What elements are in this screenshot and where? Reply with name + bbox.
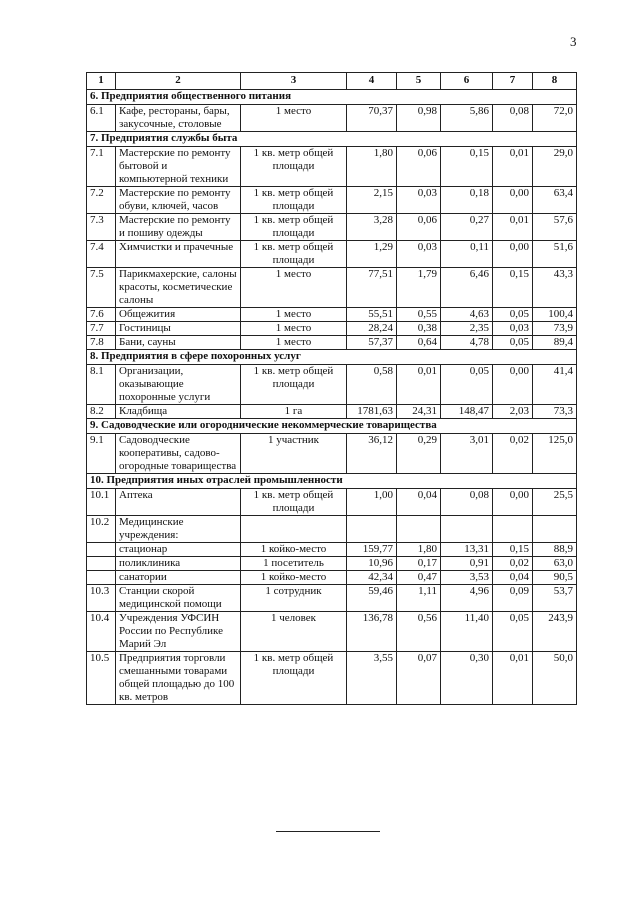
table-row: [87, 405, 577, 419]
row-number-cell: 10.1: [87, 489, 116, 516]
value-cell-8: 25,5: [533, 489, 577, 516]
value-cell-7: 0,01: [493, 214, 533, 241]
value-cell-7: 0,01: [493, 652, 533, 705]
value-cell-6: 4,78: [441, 336, 493, 350]
unit-cell: 1 человек: [241, 612, 347, 652]
unit-cell: 1 место: [241, 105, 347, 132]
value-cell-6: [441, 516, 493, 543]
unit-cell: 1 кв. метр общей площади: [241, 241, 347, 268]
row-number-cell: 8.2: [87, 405, 116, 419]
value-cell-4: 1,80: [347, 147, 397, 187]
header-cell: 8: [533, 73, 577, 90]
enterprise-name-cell: поликлиника: [116, 557, 241, 571]
enterprise-name-cell: Кафе, рестораны, бары, закусочные, столовые: [116, 105, 241, 132]
value-cell-4: 10,96: [347, 557, 397, 571]
value-cell-8: 63,0: [533, 557, 577, 571]
value-cell-4: 55,51: [347, 308, 397, 322]
value-cell-5: 0,98: [397, 105, 441, 132]
value-cell-7: 0,05: [493, 336, 533, 350]
value-cell-8: 43,3: [533, 268, 577, 308]
row-number-cell: 7.4: [87, 241, 116, 268]
header-row: [87, 73, 577, 90]
unit-cell: 1 место: [241, 268, 347, 308]
value-cell-5: 0,17: [397, 557, 441, 571]
unit-cell: 1 кв. метр общей площади: [241, 489, 347, 516]
value-cell-8: 125,0: [533, 434, 577, 474]
value-cell-8: 89,4: [533, 336, 577, 350]
value-cell-6: 0,08: [441, 489, 493, 516]
unit-cell: 1 кв. метр общей площади: [241, 187, 347, 214]
row-number-cell: 7.2: [87, 187, 116, 214]
value-cell-8: 243,9: [533, 612, 577, 652]
row-number-cell: 10.5: [87, 652, 116, 705]
value-cell-7: 0,01: [493, 147, 533, 187]
rates-table: [86, 72, 577, 705]
value-cell-4: 42,34: [347, 571, 397, 585]
section-title: 9. Садоводческие или огороднические некоммерческие товарищества: [87, 419, 577, 434]
table-row: [87, 489, 577, 516]
value-cell-4: 57,37: [347, 336, 397, 350]
value-cell-5: 0,06: [397, 214, 441, 241]
value-cell-7: 0,15: [493, 543, 533, 557]
section-row: [87, 474, 577, 489]
section-title: 7. Предприятия службы быта: [87, 132, 577, 147]
value-cell-5: 1,79: [397, 268, 441, 308]
value-cell-6: 6,46: [441, 268, 493, 308]
unit-cell: 1 место: [241, 322, 347, 336]
value-cell-4: 3,28: [347, 214, 397, 241]
unit-cell: 1 посетитель: [241, 557, 347, 571]
value-cell-7: 0,02: [493, 557, 533, 571]
value-cell-6: 13,31: [441, 543, 493, 557]
value-cell-6: 0,91: [441, 557, 493, 571]
value-cell-8: 29,0: [533, 147, 577, 187]
value-cell-7: [493, 516, 533, 543]
header-cell: 1: [87, 73, 116, 90]
value-cell-4: 2,15: [347, 187, 397, 214]
bottom-divider: [276, 831, 380, 832]
value-cell-7: 0,08: [493, 105, 533, 132]
table-row: [87, 585, 577, 612]
enterprise-name-cell: Организации, оказывающие похоронные услуги: [116, 365, 241, 405]
enterprise-name-cell: Садоводческие кооперативы, садово-огородные товарищества: [116, 434, 241, 474]
section-row: [87, 350, 577, 365]
value-cell-5: 1,11: [397, 585, 441, 612]
table-row: [87, 336, 577, 350]
unit-cell: 1 кв. метр общей площади: [241, 365, 347, 405]
value-cell-4: 1,29: [347, 241, 397, 268]
enterprise-name-cell: стационар: [116, 543, 241, 557]
table-row: [87, 268, 577, 308]
enterprise-name-cell: Предприятия торговли смешанными товарами общей площадью до 100 кв. метров: [116, 652, 241, 705]
value-cell-7: 0,02: [493, 434, 533, 474]
value-cell-6: 148,47: [441, 405, 493, 419]
unit-cell: 1 место: [241, 336, 347, 350]
row-number-cell: [87, 543, 116, 557]
table-row: [87, 516, 577, 543]
row-number-cell: 10.3: [87, 585, 116, 612]
header-cell: 5: [397, 73, 441, 90]
value-cell-5: 0,64: [397, 336, 441, 350]
enterprise-name-cell: санатории: [116, 571, 241, 585]
value-cell-6: 0,05: [441, 365, 493, 405]
enterprise-name-cell: Гостиницы: [116, 322, 241, 336]
table-row: [87, 652, 577, 705]
row-number-cell: 7.1: [87, 147, 116, 187]
section-title: 10. Предприятия иных отраслей промышленности: [87, 474, 577, 489]
table-row: [87, 571, 577, 585]
unit-cell: [241, 516, 347, 543]
value-cell-6: 0,27: [441, 214, 493, 241]
value-cell-6: 4,96: [441, 585, 493, 612]
row-number-cell: 7.5: [87, 268, 116, 308]
row-number-cell: 9.1: [87, 434, 116, 474]
value-cell-7: 0,05: [493, 308, 533, 322]
value-cell-5: 0,03: [397, 241, 441, 268]
unit-cell: 1 койко-место: [241, 571, 347, 585]
table-body: [87, 90, 577, 705]
value-cell-5: 0,04: [397, 489, 441, 516]
unit-cell: 1 кв. метр общей площади: [241, 147, 347, 187]
table-row: [87, 322, 577, 336]
section-row: [87, 90, 577, 105]
enterprise-name-cell: Аптека: [116, 489, 241, 516]
value-cell-8: 100,4: [533, 308, 577, 322]
header-cell: 7: [493, 73, 533, 90]
value-cell-6: 0,15: [441, 147, 493, 187]
unit-cell: 1 койко-место: [241, 543, 347, 557]
value-cell-6: 0,18: [441, 187, 493, 214]
value-cell-8: 73,9: [533, 322, 577, 336]
row-number-cell: 10.2: [87, 516, 116, 543]
value-cell-7: 0,03: [493, 322, 533, 336]
value-cell-7: 0,00: [493, 187, 533, 214]
value-cell-6: 0,30: [441, 652, 493, 705]
value-cell-6: 0,11: [441, 241, 493, 268]
unit-cell: 1 кв. метр общей площади: [241, 652, 347, 705]
value-cell-5: 0,56: [397, 612, 441, 652]
value-cell-8: 41,4: [533, 365, 577, 405]
enterprise-name-cell: Мастерские по ремонту бытовой и компьютерной техники: [116, 147, 241, 187]
row-number-cell: 10.4: [87, 612, 116, 652]
unit-cell: 1 га: [241, 405, 347, 419]
row-number-cell: [87, 571, 116, 585]
section-row: [87, 132, 577, 147]
enterprise-name-cell: Общежития: [116, 308, 241, 322]
value-cell-5: 0,07: [397, 652, 441, 705]
unit-cell: 1 кв. метр общей площади: [241, 214, 347, 241]
enterprise-name-cell: Бани, сауны: [116, 336, 241, 350]
header-cell: 6: [441, 73, 493, 90]
table-row: [87, 241, 577, 268]
value-cell-8: [533, 516, 577, 543]
value-cell-5: 0,55: [397, 308, 441, 322]
value-cell-6: 4,63: [441, 308, 493, 322]
value-cell-6: 3,01: [441, 434, 493, 474]
value-cell-7: 0,15: [493, 268, 533, 308]
table-row: [87, 365, 577, 405]
table-row: [87, 543, 577, 557]
value-cell-5: 24,31: [397, 405, 441, 419]
value-cell-4: 59,46: [347, 585, 397, 612]
row-number-cell: 7.3: [87, 214, 116, 241]
value-cell-8: 90,5: [533, 571, 577, 585]
section-title: 8. Предприятия в сфере похоронных услуг: [87, 350, 577, 365]
value-cell-5: 0,01: [397, 365, 441, 405]
unit-cell: 1 участник: [241, 434, 347, 474]
enterprise-name-cell: Парикмахерские, салоны красоты, косметические салоны: [116, 268, 241, 308]
value-cell-4: [347, 516, 397, 543]
value-cell-8: 57,6: [533, 214, 577, 241]
value-cell-5: 0,38: [397, 322, 441, 336]
table-row: [87, 105, 577, 132]
value-cell-4: 28,24: [347, 322, 397, 336]
enterprise-name-cell: Станции скорой медицинской помощи: [116, 585, 241, 612]
value-cell-7: 0,05: [493, 612, 533, 652]
value-cell-7: 2,03: [493, 405, 533, 419]
value-cell-4: 0,58: [347, 365, 397, 405]
value-cell-6: 11,40: [441, 612, 493, 652]
value-cell-6: 5,86: [441, 105, 493, 132]
section-row: [87, 419, 577, 434]
table-row: [87, 434, 577, 474]
value-cell-7: 0,09: [493, 585, 533, 612]
value-cell-4: 136,78: [347, 612, 397, 652]
row-number-cell: 6.1: [87, 105, 116, 132]
value-cell-8: 53,7: [533, 585, 577, 612]
value-cell-4: 36,12: [347, 434, 397, 474]
value-cell-5: 1,80: [397, 543, 441, 557]
value-cell-4: 1781,63: [347, 405, 397, 419]
value-cell-7: 0,00: [493, 489, 533, 516]
row-number-cell: 7.8: [87, 336, 116, 350]
table-row: [87, 557, 577, 571]
value-cell-4: 3,55: [347, 652, 397, 705]
row-number-cell: [87, 557, 116, 571]
value-cell-8: 50,0: [533, 652, 577, 705]
enterprise-name-cell: Мастерские по ремонту обуви, ключей, часов: [116, 187, 241, 214]
value-cell-8: 88,9: [533, 543, 577, 557]
enterprise-name-cell: Медицинские учреждения:: [116, 516, 241, 543]
value-cell-5: 0,06: [397, 147, 441, 187]
section-title: 6. Предприятия общественного питания: [87, 90, 577, 105]
value-cell-8: 73,3: [533, 405, 577, 419]
value-cell-4: 159,77: [347, 543, 397, 557]
header-cell: 3: [241, 73, 347, 90]
table-row: [87, 147, 577, 187]
enterprise-name-cell: Учреждения УФСИН России по Республике Марий Эл: [116, 612, 241, 652]
value-cell-4: 1,00: [347, 489, 397, 516]
row-number-cell: 7.7: [87, 322, 116, 336]
table-row: [87, 214, 577, 241]
unit-cell: 1 сотрудник: [241, 585, 347, 612]
value-cell-7: 0,00: [493, 241, 533, 268]
unit-cell: 1 место: [241, 308, 347, 322]
header-cell: 2: [116, 73, 241, 90]
value-cell-5: 0,03: [397, 187, 441, 214]
value-cell-5: [397, 516, 441, 543]
value-cell-8: 72,0: [533, 105, 577, 132]
row-number-cell: 8.1: [87, 365, 116, 405]
row-number-cell: 7.6: [87, 308, 116, 322]
value-cell-6: 2,35: [441, 322, 493, 336]
value-cell-4: 77,51: [347, 268, 397, 308]
header-cell: 4: [347, 73, 397, 90]
value-cell-5: 0,47: [397, 571, 441, 585]
table-row: [87, 308, 577, 322]
value-cell-8: 63,4: [533, 187, 577, 214]
value-cell-5: 0,29: [397, 434, 441, 474]
value-cell-8: 51,6: [533, 241, 577, 268]
enterprise-name-cell: Химчистки и прачечные: [116, 241, 241, 268]
table-row: [87, 612, 577, 652]
enterprise-name-cell: Мастерские по ремонту и пошиву одежды: [116, 214, 241, 241]
table-row: [87, 187, 577, 214]
value-cell-7: 0,00: [493, 365, 533, 405]
value-cell-6: 3,53: [441, 571, 493, 585]
value-cell-4: 70,37: [347, 105, 397, 132]
enterprise-name-cell: Кладбища: [116, 405, 241, 419]
value-cell-7: 0,04: [493, 571, 533, 585]
page-number: 3: [570, 34, 577, 49]
